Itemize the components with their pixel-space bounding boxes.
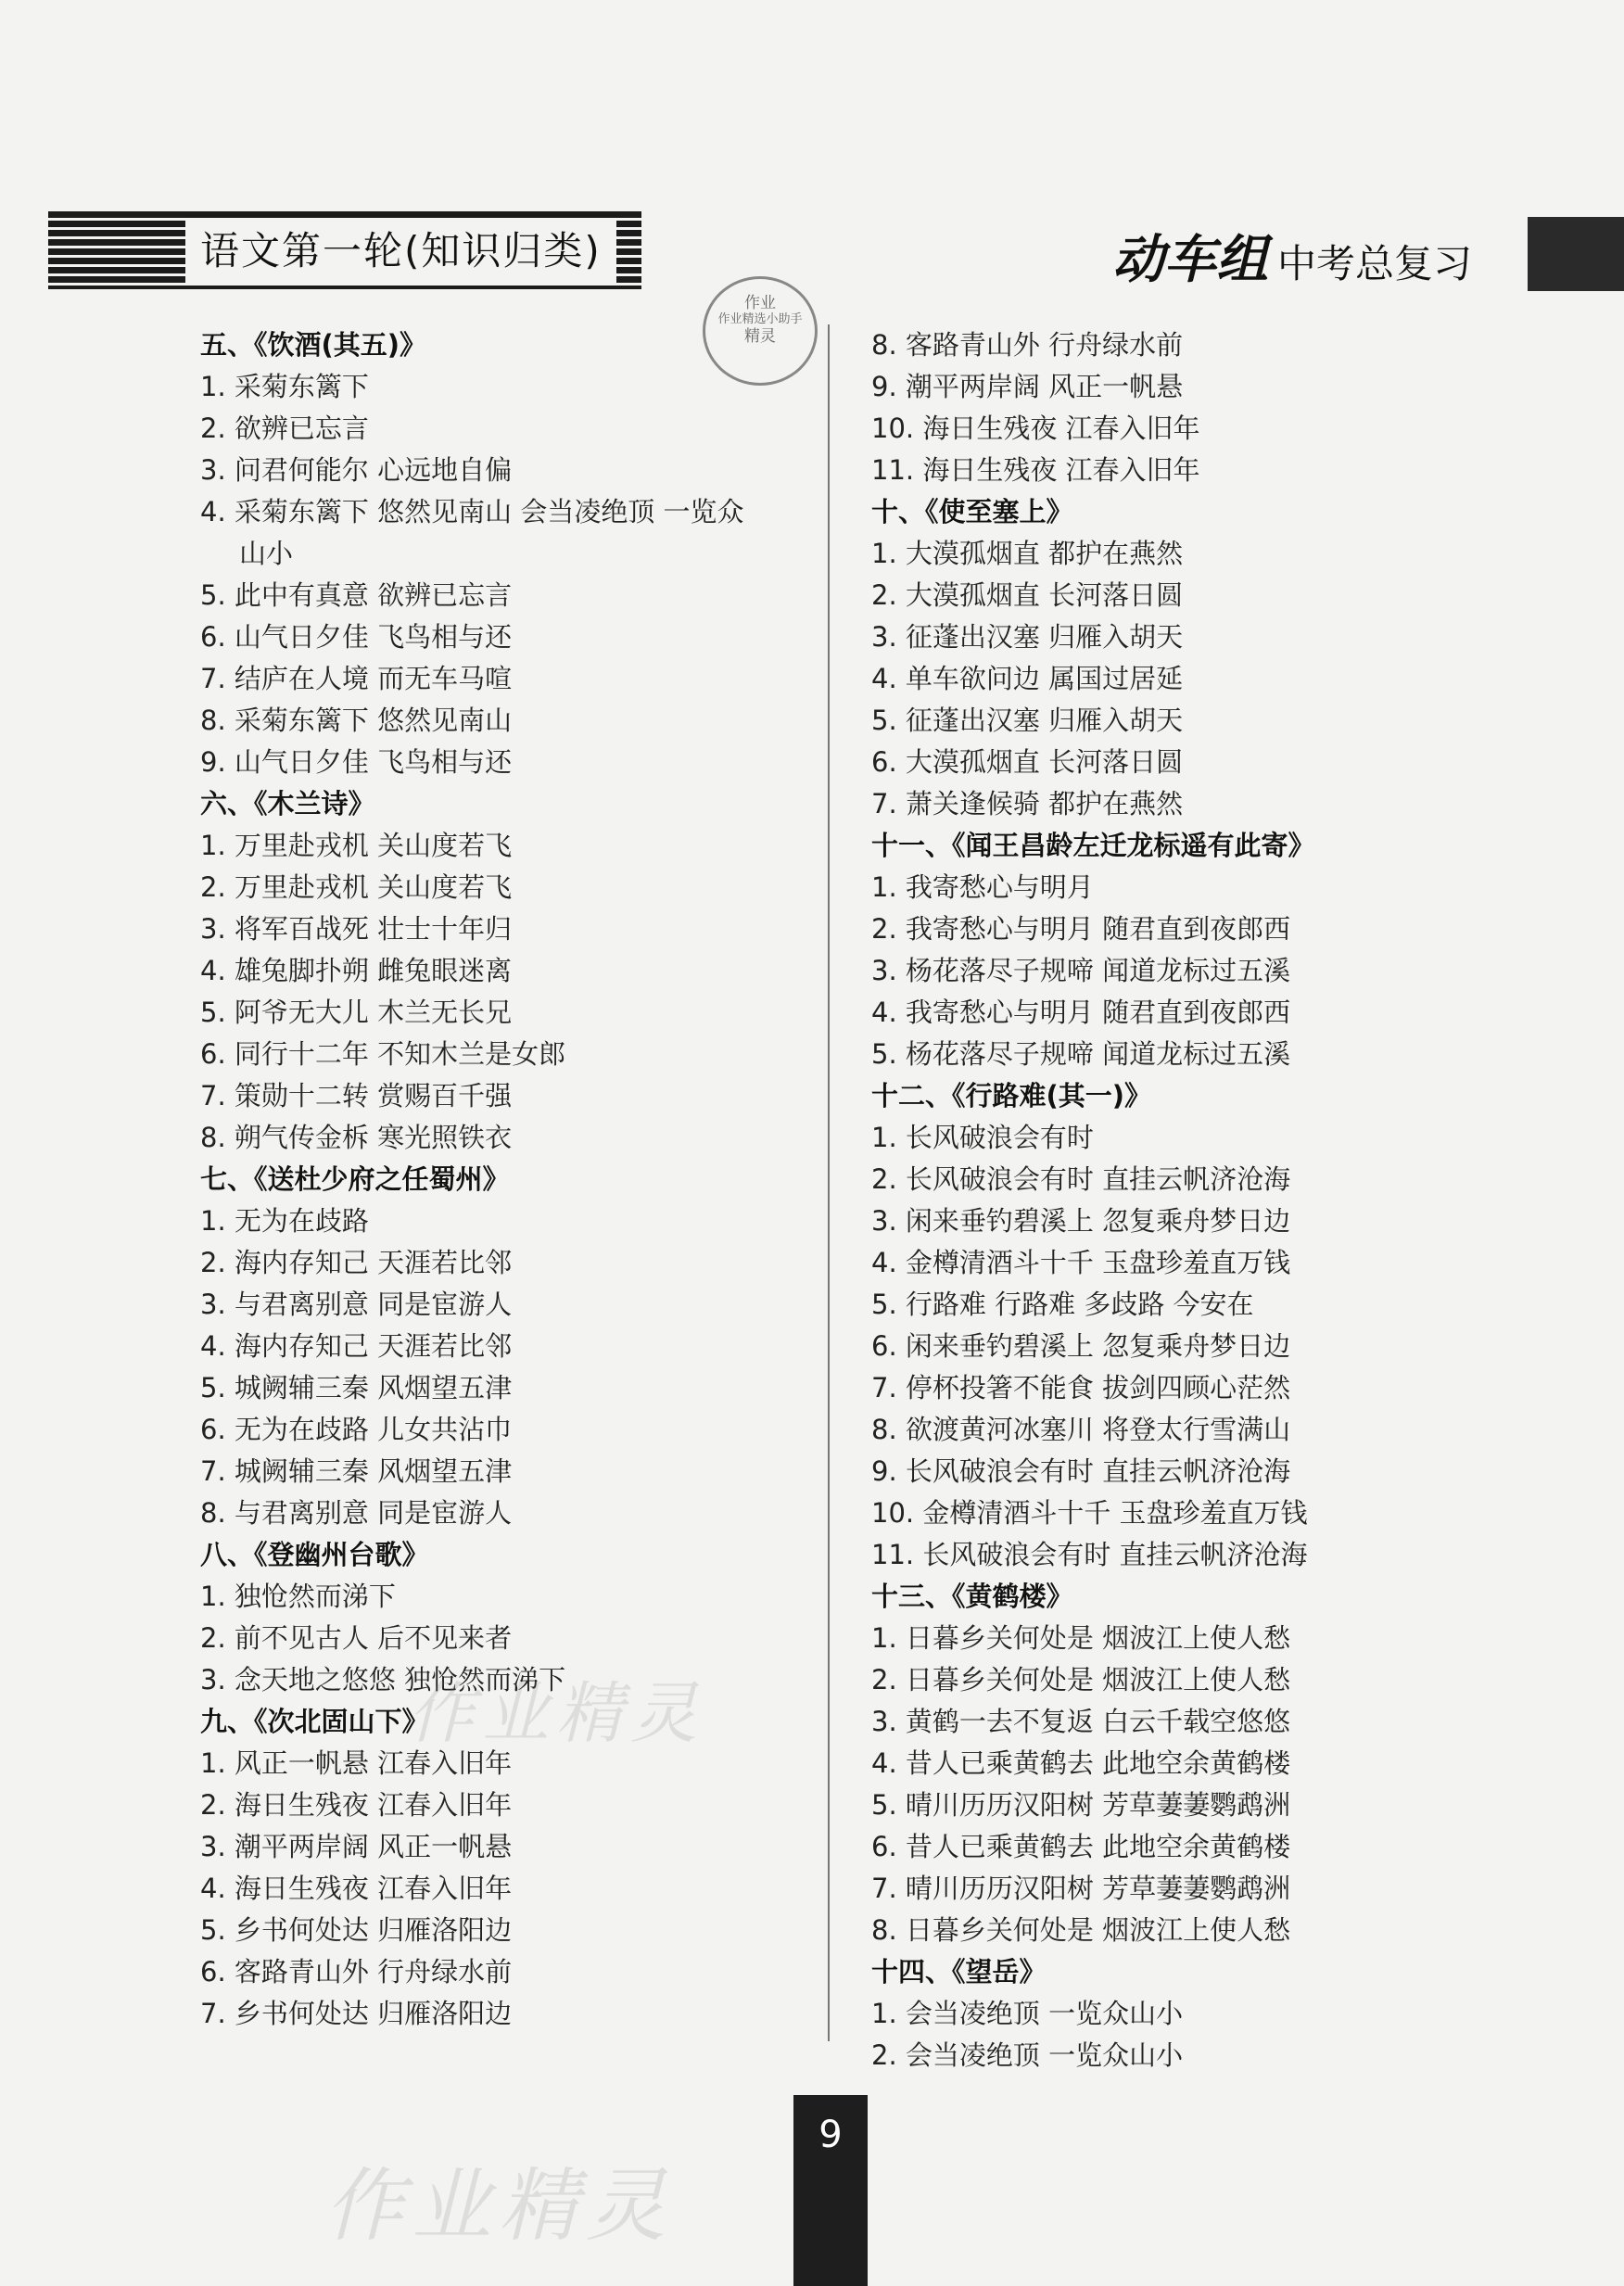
answer-line: 6. 无为在歧路 儿女共沾巾 — [200, 1414, 513, 1445]
answer-line: 7. 策勋十二转 赏赐百千强 — [200, 1080, 513, 1111]
answer-line: 5. 乡书何处达 归雁洛阳边 — [200, 1914, 513, 1946]
corner-tab — [1528, 217, 1624, 291]
section-heading: 五、《饮酒(其五)》 — [200, 329, 427, 361]
answer-line: 3. 潮平两岸阔 风正一帆悬 — [200, 1831, 513, 1862]
answer-line: 7. 城阙辅三秦 风烟望五津 — [200, 1455, 513, 1487]
answer-line: 7. 乡书何处达 归雁洛阳边 — [200, 1998, 513, 2029]
column-divider — [828, 324, 830, 2041]
answer-line: 2. 海日生残夜 江春入旧年 — [200, 1789, 513, 1821]
brand-logo: 动车组 — [1112, 229, 1268, 290]
answer-line: 8. 采菊东篱下 悠然见南山 — [200, 705, 513, 736]
answer-line: 5. 晴川历历汉阳树 芳草萋萋鹦鹉洲 — [871, 1789, 1291, 1821]
answer-line: 8. 客路青山外 行舟绿水前 — [871, 329, 1184, 361]
answer-line: 3. 闲来垂钓碧溪上 忽复乘舟梦日边 — [871, 1205, 1291, 1237]
answer-line: 4. 海日生残夜 江春入旧年 — [200, 1873, 513, 1904]
answer-line: 5. 行路难 行路难 多歧路 今安在 — [871, 1289, 1254, 1320]
answer-line: 4. 海内存知己 天涯若比邻 — [200, 1330, 513, 1362]
answer-line: 1. 风正一帆悬 江春入旧年 — [200, 1747, 513, 1779]
page-title: 语文第一轮(知识归类) — [185, 219, 616, 284]
answer-line: 2. 我寄愁心与明月 随君直到夜郎西 — [871, 913, 1291, 945]
answer-line: 2. 欲辨已忘言 — [200, 413, 369, 444]
answer-line: 4. 金樽清酒斗十千 玉盘珍羞直万钱 — [871, 1247, 1291, 1278]
answer-line: 1. 大漠孤烟直 都护在燕然 — [871, 538, 1184, 569]
answer-line: 8. 与君离别意 同是宦游人 — [200, 1497, 513, 1529]
answer-line: 1. 日暮乡关何处是 烟波江上使人愁 — [871, 1622, 1291, 1654]
section-heading: 六、《木兰诗》 — [200, 788, 375, 819]
answer-line: 10. 海日生残夜 江春入旧年 — [871, 413, 1200, 444]
answer-line: 6. 大漠孤烟直 长河落日圆 — [871, 746, 1184, 778]
answer-line: 8. 朔气传金柝 寒光照铁衣 — [200, 1122, 513, 1153]
answer-line: 8. 欲渡黄河冰塞川 将登太行雪满山 — [871, 1414, 1291, 1445]
answer-line: 3. 杨花落尽子规啼 闻道龙标过五溪 — [871, 955, 1291, 986]
section-heading: 七、《送杜少府之任蜀州》 — [200, 1163, 510, 1195]
answer-line: 1. 我寄愁心与明月 — [871, 871, 1094, 903]
brand-text: 中考总复习 — [1277, 241, 1473, 286]
watermark-text: 作业精灵 — [324, 2160, 673, 2253]
answer-line: 9. 潮平两岸阔 风正一帆悬 — [871, 371, 1184, 402]
answer-line: 6. 昔人已乘黄鹤去 此地空余黄鹤楼 — [871, 1831, 1291, 1862]
answer-line: 7. 停杯投箸不能食 拔剑四顾心茫然 — [871, 1372, 1291, 1403]
answer-line: 1. 独怆然而涕下 — [200, 1581, 396, 1612]
stamp-line-3: 精灵 — [744, 326, 776, 346]
answer-line: 2. 大漠孤烟直 长河落日圆 — [871, 579, 1184, 611]
section-heading: 九、《次北固山下》 — [200, 1706, 429, 1737]
answer-line: 5. 杨花落尽子规啼 闻道龙标过五溪 — [871, 1038, 1291, 1070]
section-heading: 十一、《闻王昌龄左迁龙标遥有此寄》 — [871, 830, 1315, 861]
stamp-line-1: 作业 — [744, 294, 776, 312]
section-heading: 十、《使至塞上》 — [871, 496, 1073, 527]
watermark-text: 作业精灵 — [408, 1674, 705, 1752]
answer-line: 6. 同行十二年 不知木兰是女郎 — [200, 1038, 566, 1070]
right-column — [871, 324, 1335, 2076]
answer-line: 2. 海内存知己 天涯若比邻 — [200, 1247, 513, 1278]
answer-line: 1. 会当凌绝顶 一览众山小 — [871, 1998, 1184, 2029]
answer-line: 山小 — [239, 538, 294, 569]
answer-line: 2. 前不见古人 后不见来者 — [200, 1622, 513, 1654]
answer-line: 11. 海日生残夜 江春入旧年 — [871, 454, 1200, 486]
answer-line: 4. 采菊东篱下 悠然见南山 会当凌绝顶 一览众 — [200, 496, 744, 527]
answer-line: 3. 问君何能尔 心远地自偏 — [200, 454, 513, 486]
answer-line: 11. 长风破浪会有时 直挂云帆济沧海 — [871, 1539, 1308, 1570]
answer-line: 4. 单车欲问边 属国过居延 — [871, 663, 1184, 694]
answer-line: 10. 金樽清酒斗十千 玉盘珍羞直万钱 — [871, 1497, 1308, 1529]
answer-line: 2. 万里赴戎机 关山度若飞 — [200, 871, 513, 903]
answer-line: 9. 长风破浪会有时 直挂云帆济沧海 — [871, 1455, 1291, 1487]
answer-line: 9. 山气日夕佳 飞鸟相与还 — [200, 746, 513, 778]
answer-line: 2. 长风破浪会有时 直挂云帆济沧海 — [871, 1163, 1291, 1195]
answer-line: 2. 日暮乡关何处是 烟波江上使人愁 — [871, 1664, 1291, 1695]
brand — [1112, 229, 1473, 290]
answer-line: 8. 日暮乡关何处是 烟波江上使人愁 — [871, 1914, 1291, 1946]
answer-line: 5. 阿爷无大儿 木兰无长兄 — [200, 997, 513, 1028]
section-heading: 十四、《望岳》 — [871, 1956, 1047, 1988]
answer-line: 3. 将军百战死 壮士十年归 — [200, 913, 513, 945]
answer-line: 1. 无为在歧路 — [200, 1205, 369, 1237]
answer-line: 3. 征蓬出汉塞 归雁入胡天 — [871, 621, 1184, 653]
answer-line: 5. 征蓬出汉塞 归雁入胡天 — [871, 705, 1184, 736]
answer-line: 7. 结庐在人境 而无车马喧 — [200, 663, 513, 694]
section-heading: 八、《登幽州台歌》 — [200, 1539, 429, 1570]
answer-line: 3. 与君离别意 同是宦游人 — [200, 1289, 513, 1320]
answer-line: 1. 万里赴戎机 关山度若飞 — [200, 830, 513, 861]
section-heading: 十二、《行路难(其一)》 — [871, 1080, 1152, 1111]
answer-line: 1. 采菊东篱下 — [200, 371, 369, 402]
answer-line: 4. 我寄愁心与明月 随君直到夜郎西 — [871, 997, 1291, 1028]
answer-line: 7. 萧关逢候骑 都护在燕然 — [871, 788, 1184, 819]
answer-line: 3. 黄鹤一去不复返 白云千载空悠悠 — [871, 1706, 1291, 1737]
answer-line: 4. 昔人已乘黄鹤去 此地空余黄鹤楼 — [871, 1747, 1291, 1779]
answer-line: 6. 山气日夕佳 飞鸟相与还 — [200, 621, 513, 653]
section-heading: 十三、《黄鹤楼》 — [871, 1581, 1073, 1612]
answer-line: 1. 长风破浪会有时 — [871, 1122, 1094, 1153]
answer-line: 5. 城阙辅三秦 风烟望五津 — [200, 1372, 513, 1403]
page-number: 9 — [818, 2114, 843, 2156]
left-column — [200, 324, 812, 2035]
stamp-line-2: 作业精选小助手 — [717, 312, 803, 327]
answer-line: 4. 雄兔脚扑朔 雌兔眼迷离 — [200, 955, 513, 986]
answer-line: 6. 闲来垂钓碧溪上 忽复乘舟梦日边 — [871, 1330, 1291, 1362]
answer-line: 6. 客路青山外 行舟绿水前 — [200, 1956, 513, 1988]
answer-line: 3. 念天地之悠悠 独怆然而涕下 — [200, 1664, 566, 1695]
answer-line: 7. 晴川历历汉阳树 芳草萋萋鹦鹉洲 — [871, 1873, 1291, 1904]
answer-line: 5. 此中有真意 欲辨已忘言 — [200, 579, 513, 611]
answer-line: 2. 会当凌绝顶 一览众山小 — [871, 2039, 1184, 2071]
